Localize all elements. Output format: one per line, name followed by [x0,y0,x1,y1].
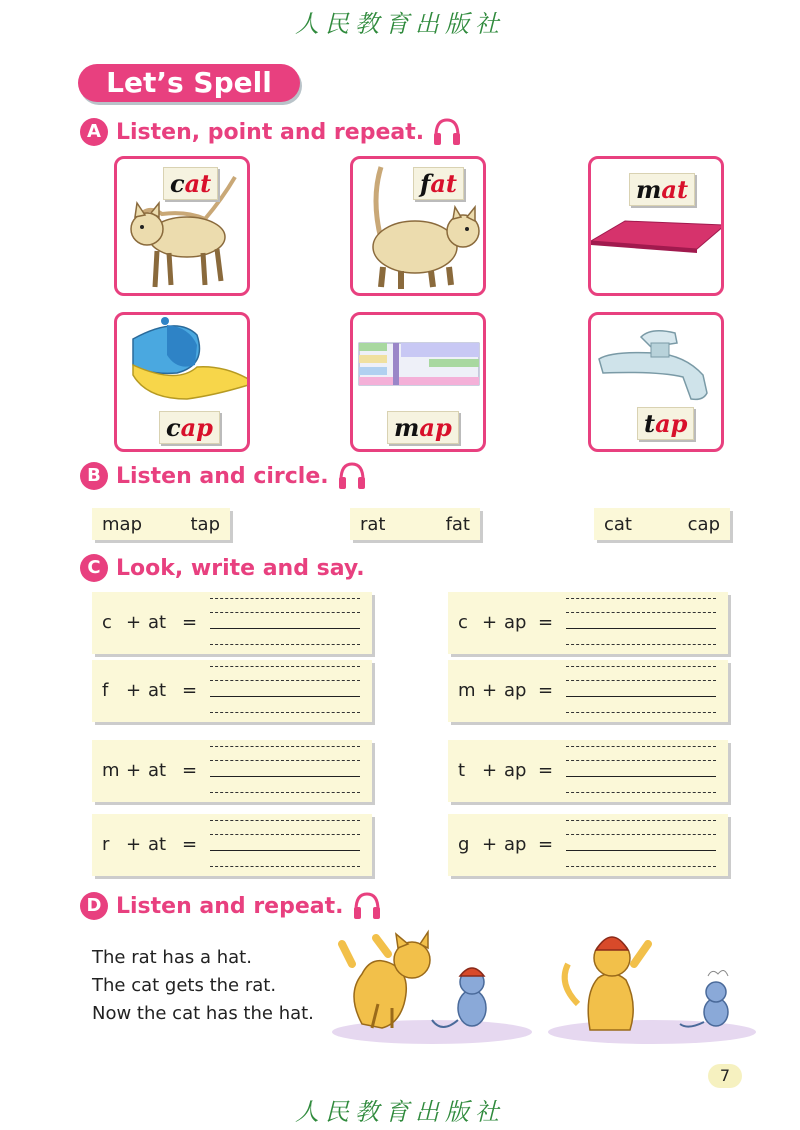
equals-sign: = [538,680,554,701]
word-label [637,407,694,440]
writing-lines[interactable] [210,666,360,716]
card-mat[interactable] [588,156,724,296]
rime: at [148,834,167,855]
word-onset: t [644,409,656,438]
word-onset: m [394,413,420,442]
choice-word[interactable]: cap [687,513,720,535]
publisher-header: 人民教育出版社 [295,10,505,38]
plus-sign: + [126,760,142,781]
onset-letter: g [458,834,470,855]
rime: at [148,612,167,633]
cat-has-hat-illustration [548,924,756,1044]
plus-sign: + [126,612,142,633]
card-tap[interactable] [588,312,724,452]
write-item [448,814,728,876]
section-instruction: Listen and circle. [116,463,329,489]
section-instruction: Listen, point and repeat. [116,119,425,145]
equals-sign: = [538,612,554,633]
headphones-icon[interactable] [432,116,462,148]
write-item [448,740,728,802]
headphones-icon[interactable] [337,460,367,492]
circle-pair [92,508,230,540]
page-number: 7 [708,1064,742,1088]
spelling-expression [102,760,197,781]
spelling-expression [458,760,553,781]
plus-sign: + [126,834,142,855]
equals-sign: = [182,612,198,633]
writing-lines[interactable] [566,746,716,796]
word-rime: ap [655,409,688,438]
spelling-expression [102,612,197,633]
spelling-expression [102,834,197,855]
section-letter-badge: A [80,118,108,146]
writing-lines[interactable] [566,666,716,716]
section-letter-badge: D [80,892,108,920]
word-label [387,411,459,444]
rime: ap [504,612,527,633]
plus-sign: + [126,680,142,701]
word-label [159,411,220,444]
card-cap[interactable] [114,312,250,452]
word-onset: c [166,413,181,442]
choice-word[interactable]: fat [445,513,470,535]
equals-sign: = [538,760,554,781]
writing-lines[interactable] [566,598,716,648]
section-b-heading [80,460,367,492]
spelling-expression [458,612,553,633]
word-rime: at [661,175,689,204]
writing-lines[interactable] [210,820,360,870]
card-fat[interactable] [350,156,486,296]
publisher-footer: 人民教育出版社 [295,1098,505,1126]
rime: ap [504,680,527,701]
word-label [629,173,695,206]
cat-chases-rat-illustration [332,924,532,1044]
word-rime: at [430,169,457,198]
choice-word[interactable]: map [102,513,142,535]
plus-sign: + [482,680,498,701]
card-cat[interactable] [114,156,250,296]
story-line: The rat has a hat. [92,947,252,968]
onset-letter: m [458,680,476,701]
write-item [92,814,372,876]
write-item [448,660,728,722]
card-map[interactable] [350,312,486,452]
write-item [92,660,372,722]
writing-lines[interactable] [210,598,360,648]
choice-word[interactable]: cat [604,513,632,535]
plus-sign: + [482,612,498,633]
rime: ap [504,760,527,781]
story-text [92,944,314,1028]
section-d-heading [80,890,382,922]
equals-sign: = [182,680,198,701]
onset-letter: c [458,612,468,633]
rime: ap [504,834,527,855]
story-line: The cat gets the rat. [92,975,277,996]
equals-sign: = [538,834,554,855]
word-rime: at [184,169,212,198]
word-onset: c [170,169,185,198]
plus-sign: + [482,834,498,855]
circle-pair [594,508,730,540]
word-label [413,167,464,200]
word-onset: f [420,169,431,198]
onset-letter: t [458,760,466,781]
equals-sign: = [182,834,198,855]
section-c-heading [80,552,365,584]
onset-letter: m [102,760,120,781]
rime: at [148,760,167,781]
section-letter-badge: B [80,462,108,490]
section-instruction: Look, write and say. [116,555,365,581]
spelling-expression [102,680,197,701]
rime: at [148,680,167,701]
choice-word[interactable]: rat [360,513,386,535]
onset-letter: f [102,680,109,701]
word-label [163,167,218,200]
section-instruction: Listen and repeat. [116,893,344,919]
writing-lines[interactable] [566,820,716,870]
plus-sign: + [482,760,498,781]
headphones-icon[interactable] [352,890,382,922]
section-a-heading [80,116,462,148]
write-item [92,592,372,654]
word-onset: m [636,175,662,204]
write-item [92,740,372,802]
onset-letter: c [102,612,112,633]
onset-letter: r [102,834,110,855]
word-rime: ap [180,413,213,442]
spelling-expression [458,680,553,701]
section-letter-badge: C [80,554,108,582]
writing-lines[interactable] [210,746,360,796]
story-line: Now the cat has the hat. [92,1003,314,1024]
word-rime: ap [419,413,452,442]
equals-sign: = [182,760,198,781]
write-item [448,592,728,654]
page-title: Let’s Spell [78,64,300,102]
circle-pair [350,508,480,540]
spelling-expression [458,834,553,855]
choice-word[interactable]: tap [190,513,220,535]
